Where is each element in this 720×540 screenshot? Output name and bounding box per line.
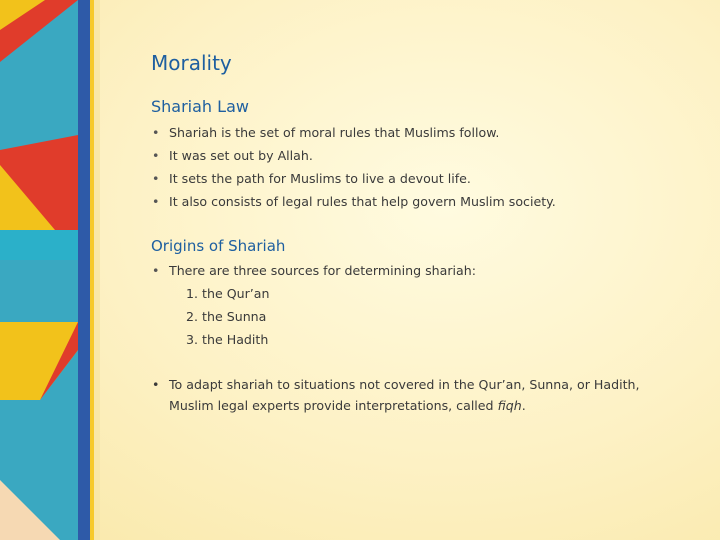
item-text: the Hadith	[202, 332, 269, 347]
item-number: 1.	[186, 286, 199, 301]
bullet-text: Shariah is the set of moral rules that Muslims follow.	[169, 125, 500, 140]
section-heading-origins: Origins of Shariah	[151, 237, 286, 255]
bullet-item	[152, 194, 556, 209]
bullet-text: It also consists of legal rules that help govern Muslim society.	[169, 194, 556, 209]
bullet-item	[152, 171, 471, 186]
numbered-item	[186, 309, 266, 324]
bullet-icon: •	[152, 377, 160, 392]
bullet-text: It sets the path for Muslims to live a devout life.	[169, 171, 471, 186]
fiqh-term: fiqh	[497, 398, 522, 413]
numbered-item	[186, 332, 268, 347]
bullet-icon: •	[152, 125, 160, 140]
item-number: 3.	[186, 332, 199, 347]
decorative-side-banner	[0, 0, 100, 540]
bullet-item	[152, 148, 313, 163]
bullet-icon: •	[152, 194, 160, 209]
bullet-item-fiqh	[152, 374, 682, 416]
numbered-item	[186, 286, 270, 301]
slide-title: Morality	[151, 51, 232, 75]
bullet-icon: •	[152, 263, 160, 278]
bullet-text: There are three sources for determining shariah:	[169, 263, 476, 278]
item-text: the Sunna	[202, 309, 267, 324]
bullet-text: It was set out by Allah.	[169, 148, 313, 163]
bullet-item	[152, 263, 476, 278]
bullet-text: To adapt shariah to situations not covered in the Qur’an, Sunna, or Hadith, Muslim legal experts provide interpretations, called fiqh.	[169, 377, 640, 413]
item-number: 2.	[186, 309, 199, 324]
bullet-item	[152, 125, 499, 140]
bullet-icon: •	[152, 148, 160, 163]
bullet-icon: •	[152, 171, 160, 186]
item-text: the Qur’an	[202, 286, 270, 301]
section-heading-shariah-law: Shariah Law	[151, 97, 249, 116]
